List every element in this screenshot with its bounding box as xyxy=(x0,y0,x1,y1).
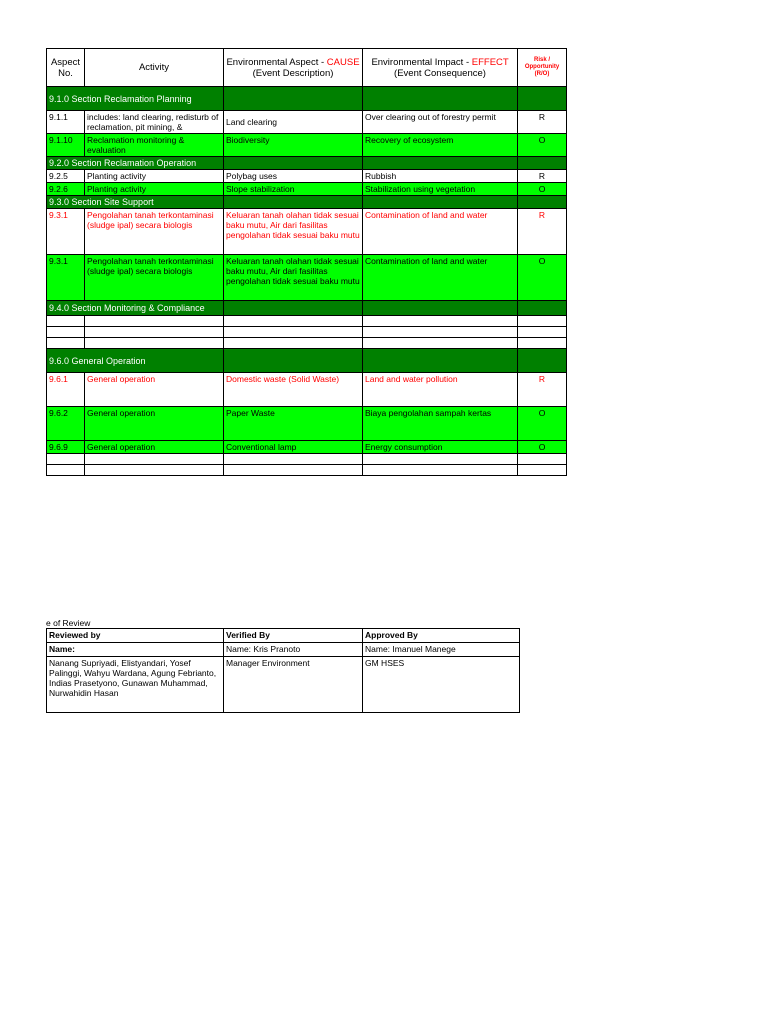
aspect-no-cell: 9.6.1 xyxy=(47,373,85,407)
environmental-aspect-table xyxy=(46,48,567,476)
header-activity: Activity xyxy=(85,49,224,87)
approver-role: GM HSES xyxy=(363,657,520,713)
table-header-row xyxy=(47,49,567,87)
aspect-cell: Domestic waste (Solid Waste) xyxy=(224,373,363,407)
section-label: 9.3.0 Section Site Support xyxy=(47,196,224,209)
impact-cell: Over clearing out of forestry permit xyxy=(363,111,518,134)
header-impact-suffix: (Event Consequence) xyxy=(394,67,486,79)
rio-cell: R xyxy=(518,373,567,407)
header-environmental-impact xyxy=(363,49,518,87)
aspect-no-cell: 9.3.1 xyxy=(47,255,85,301)
approved-name: Name: Imanuel Manege xyxy=(363,643,520,657)
empty-row xyxy=(47,338,567,349)
empty-row xyxy=(47,454,567,465)
table-row xyxy=(47,441,567,454)
section-label: 9.6.0 General Operation xyxy=(47,349,224,373)
reviewed-by-label: Reviewed by xyxy=(47,629,224,643)
activity-cell: General operation xyxy=(85,441,224,454)
rio-cell: O xyxy=(518,441,567,454)
activity-cell: Reclamation monitoring & evaluation xyxy=(85,134,224,157)
review-content-row xyxy=(47,657,520,713)
review-caption: e of Review xyxy=(46,618,91,628)
activity-cell: Pengolahan tanah terkontaminasi (sludge ipal) secara biologis xyxy=(85,209,224,255)
section-label: 9.1.0 Section Reclamation Planning xyxy=(47,87,224,111)
table-row xyxy=(47,373,567,407)
table-row xyxy=(47,111,567,134)
rio-cell: R xyxy=(518,209,567,255)
activity-cell: General operation xyxy=(85,407,224,441)
table-row xyxy=(47,209,567,255)
empty-row xyxy=(47,327,567,338)
aspect-no-cell: 9.6.2 xyxy=(47,407,85,441)
aspect-cell: Conventional lamp xyxy=(224,441,363,454)
approved-by-label: Approved By xyxy=(363,629,520,643)
activity-cell: Pengolahan tanah terkontaminasi (sludge ipal) secara biologis xyxy=(85,255,224,301)
aspect-no-cell: 9.1.10 xyxy=(47,134,85,157)
header-aspect-prefix: Environmental Aspect - xyxy=(226,56,327,68)
verified-name: Name: Kris Pranoto xyxy=(224,643,363,657)
impact-cell: Contamination of land and water xyxy=(363,209,518,255)
activity-cell: includes: land clearing, redisturb of reclamation, pit mining, & xyxy=(85,111,224,134)
section-row xyxy=(47,301,567,316)
header-risk-opportunity: Risk / Opportunity (R/O) xyxy=(518,49,567,87)
header-impact-effect: EFFECT xyxy=(471,56,509,68)
rio-cell: O xyxy=(518,134,567,157)
impact-cell: Energy consumption xyxy=(363,441,518,454)
header-environmental-aspect xyxy=(224,49,363,87)
rio-cell: R xyxy=(518,170,567,183)
section-row xyxy=(47,87,567,111)
aspect-cell: Paper Waste xyxy=(224,407,363,441)
review-header-row xyxy=(47,629,520,643)
header-aspect-suffix: (Event Description) xyxy=(252,67,334,79)
activity-cell: Planting activity xyxy=(85,183,224,196)
impact-cell: Rubbish xyxy=(363,170,518,183)
section-label: 9.2.0 Section Reclamation Operation xyxy=(47,157,224,170)
verified-by-label: Verified By xyxy=(224,629,363,643)
aspect-cell: Biodiversity xyxy=(224,134,363,157)
impact-cell: Contamination of land and water xyxy=(363,255,518,301)
rio-cell: R xyxy=(518,111,567,134)
impact-cell: Stabilization using vegetation xyxy=(363,183,518,196)
impact-cell: Land and water pollution xyxy=(363,373,518,407)
aspect-no-cell: 9.3.1 xyxy=(47,209,85,255)
review-signoff-table xyxy=(46,628,520,713)
rio-cell: O xyxy=(518,183,567,196)
section-row xyxy=(47,157,567,170)
activity-cell: Planting activity xyxy=(85,170,224,183)
aspect-cell: Slope stabilization xyxy=(224,183,363,196)
aspect-no-cell: 9.2.6 xyxy=(47,183,85,196)
aspect-no-cell: 9.2.5 xyxy=(47,170,85,183)
section-row xyxy=(47,196,567,209)
table-row xyxy=(47,255,567,301)
rio-cell: O xyxy=(518,407,567,441)
table-row xyxy=(47,134,567,157)
table-row xyxy=(47,170,567,183)
section-row xyxy=(47,349,567,373)
reviewers-list: Nanang Supriyadi, Elistyandari, Yosef Palinggi, Wahyu Wardana, Agung Febrianto, Indias Prasetyono, Gunawan Muhammad, Nurwahidin Hasan xyxy=(47,657,224,713)
header-impact-prefix: Environmental Impact - xyxy=(371,56,472,68)
rio-cell: O xyxy=(518,255,567,301)
review-name-row xyxy=(47,643,520,657)
header-aspect-cause: CAUSE xyxy=(326,56,360,68)
empty-row xyxy=(47,316,567,327)
aspect-cell: Polybag uses xyxy=(224,170,363,183)
empty-row xyxy=(47,465,567,476)
aspect-cell: Keluaran tanah olahan tidak sesuai baku mutu, Air dari fasilitas pengolahan tidak sesuai baku mutu xyxy=(224,255,363,301)
impact-cell: Recovery of ecosystem xyxy=(363,134,518,157)
activity-cell: General operation xyxy=(85,373,224,407)
table-row xyxy=(47,183,567,196)
aspect-cell: Land clearing xyxy=(224,111,363,134)
aspect-no-cell: 9.1.1 xyxy=(47,111,85,134)
verifier-role: Manager Environment xyxy=(224,657,363,713)
aspect-cell: Keluaran tanah olahan tidak sesuai baku mutu, Air dari fasilitas pengolahan tidak sesuai baku mutu xyxy=(224,209,363,255)
impact-cell: Biaya pengolahan sampah kertas xyxy=(363,407,518,441)
reviewed-name: Name: xyxy=(47,643,224,657)
aspect-no-cell: 9.6.9 xyxy=(47,441,85,454)
header-aspect-no: Aspect No. xyxy=(47,49,85,87)
table-row xyxy=(47,407,567,441)
section-label: 9.4.0 Section Monitoring & Compliance xyxy=(47,301,224,316)
